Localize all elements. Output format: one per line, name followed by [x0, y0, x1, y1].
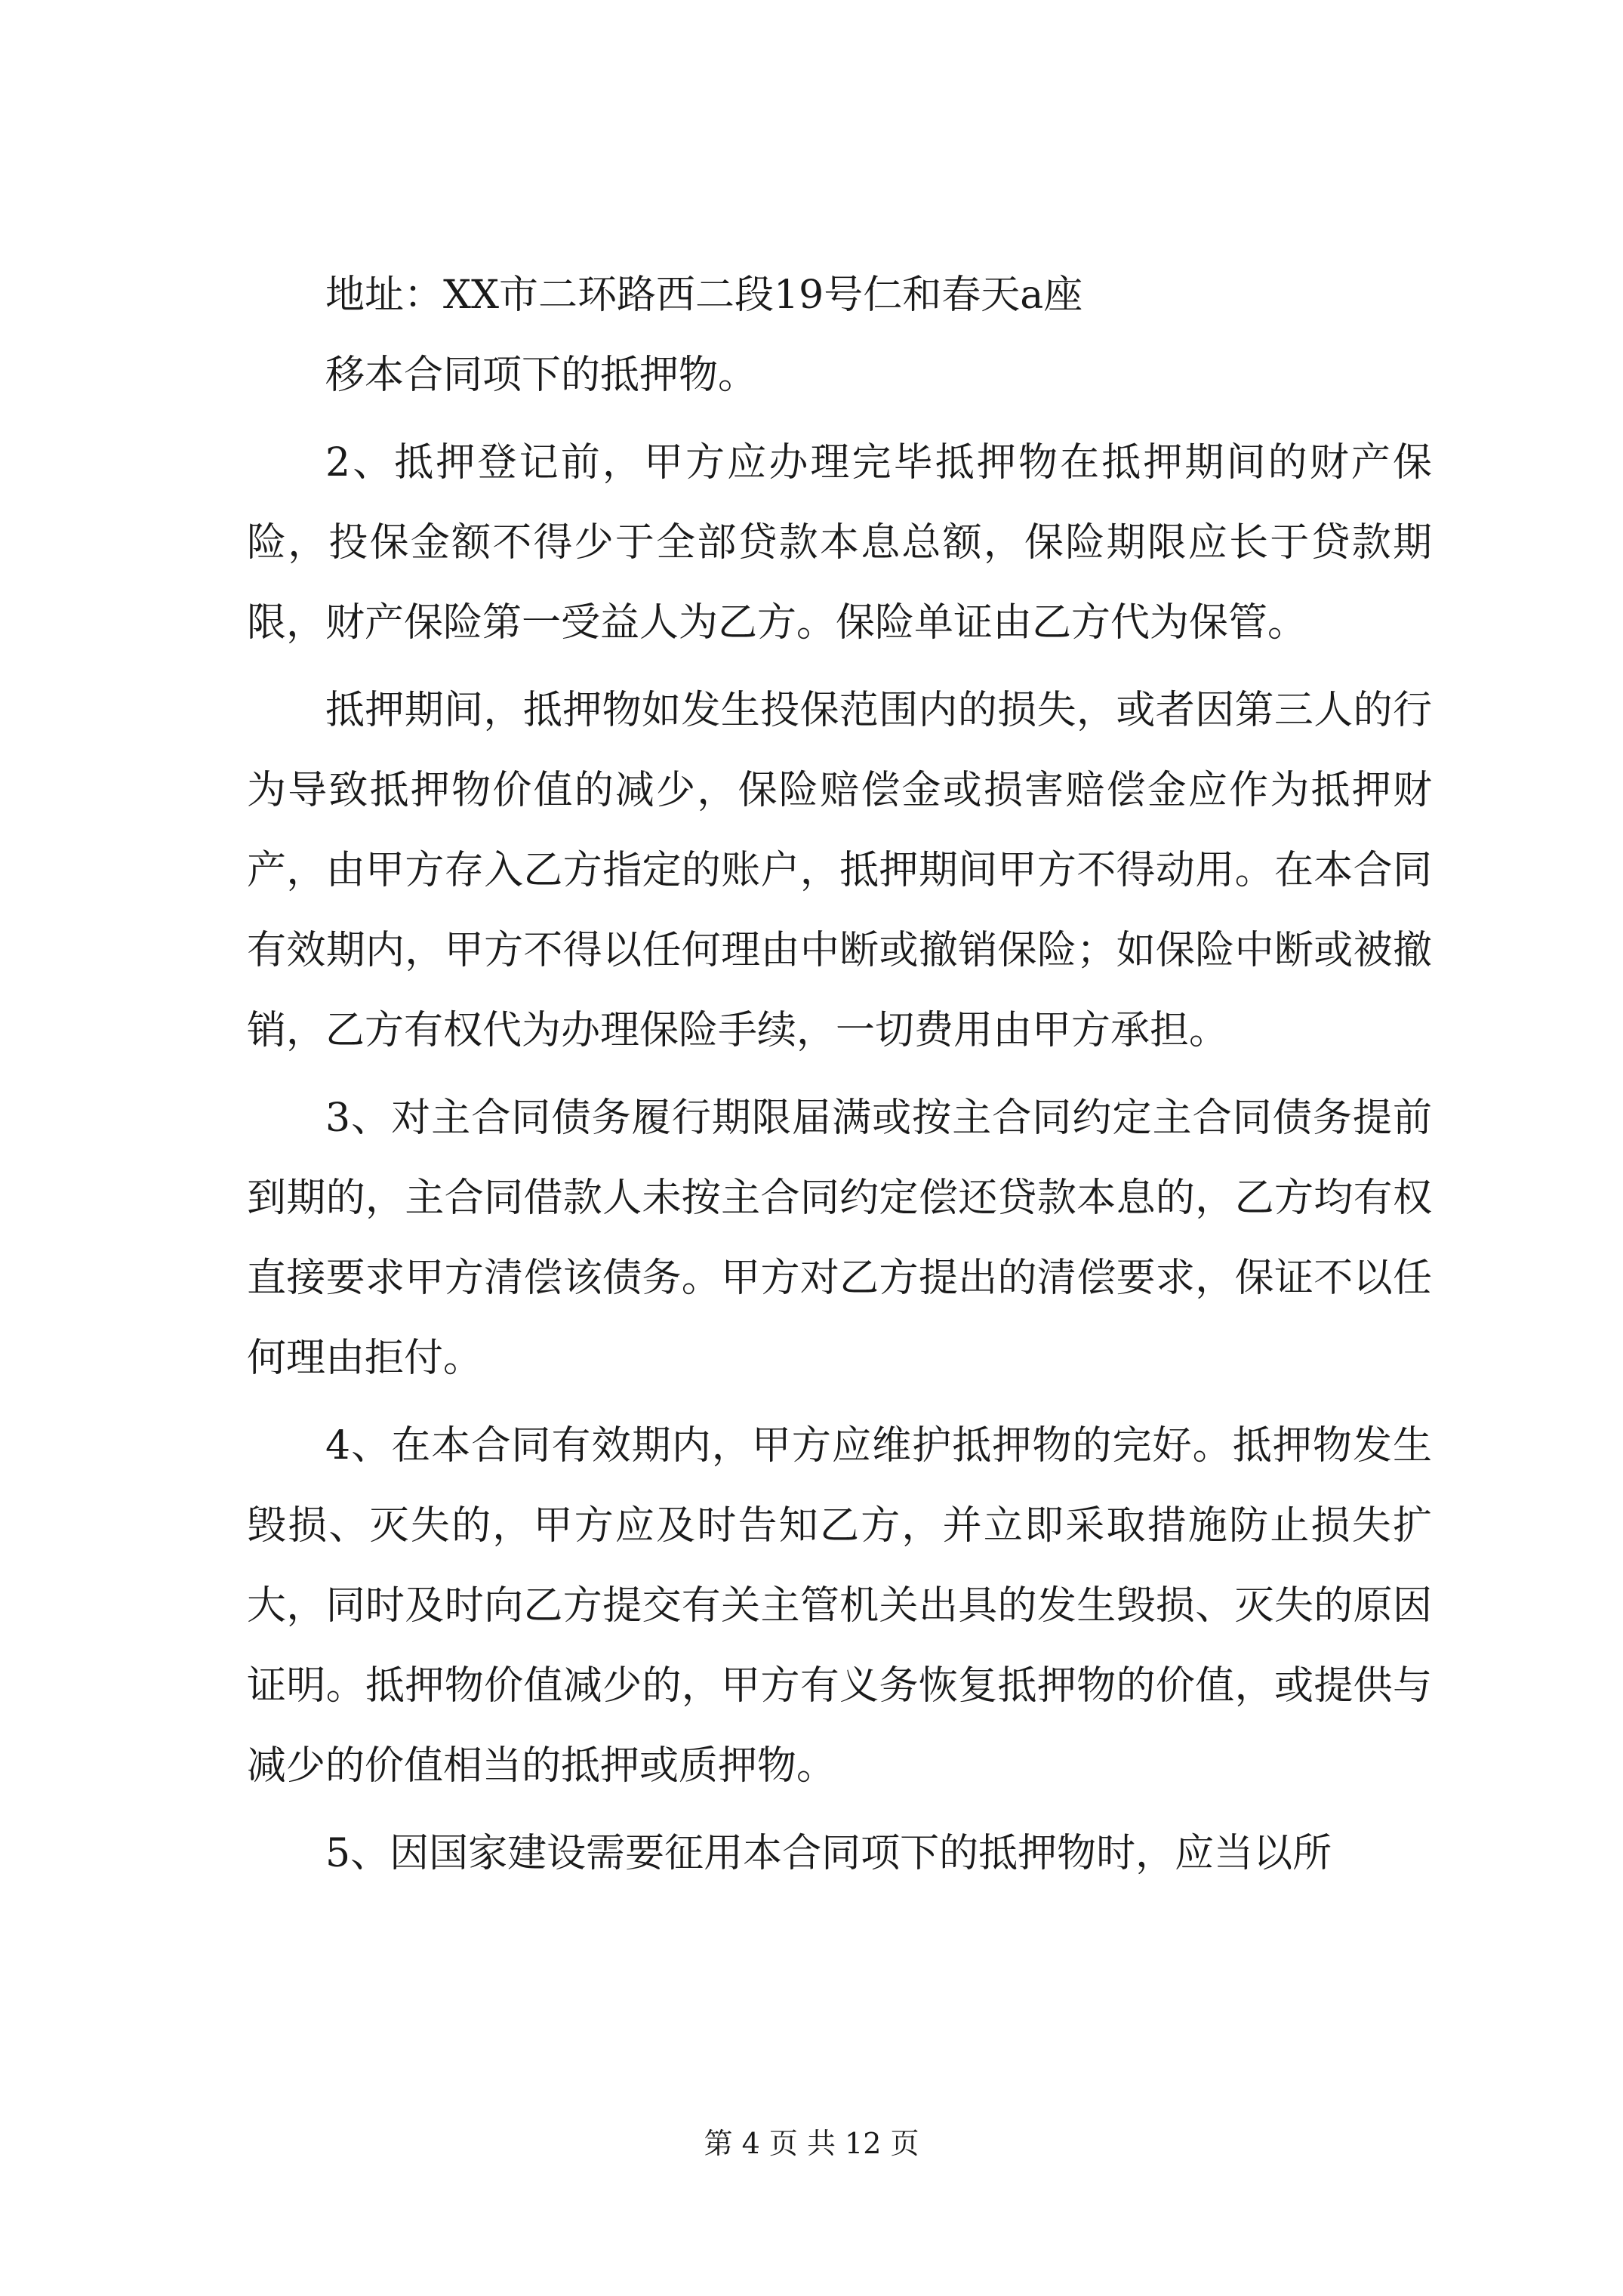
clause-5-expropriation: 5、因国家建设需要征用本合同项下的抵押物时，应当以所	[325, 1831, 1332, 1876]
clause-3-repayment: 3、对主合同债务履行期限届满或按主合同约定主合同债务提前到期的，主合同借款人未按主合同约定偿还贷款本息的，乙方均有权直接要求甲方清偿该债务。甲方对乙方提出的清偿要求，保证不以任何理由拒付。	[247, 1096, 1432, 1381]
address-line: 地址：XX市二环路西二段19号仁和春天a座	[325, 273, 1083, 318]
clause-4-maintenance: 4、在本合同有效期内，甲方应维护抵押物的完好。抵押物发生毁损、灭失的，甲方应及时告知乙方，并立即采取措施防止损失扩大，同时及时向乙方提交有关主管机关出具的发生毁损、灭失的原因证明。抵押物价值减少的，甲方有义务恢复抵押物的价值，或提供与减少的价值相当的抵押或质押物。	[247, 1423, 1432, 1789]
paragraph-continuation: 移本合同项下的抵押物。	[325, 353, 758, 398]
page-number-footer: 第 4 页 共 12 页	[704, 2127, 919, 2160]
clause-2-insurance: 2、抵押登记前，甲方应办理完毕抵押物在抵押期间的财产保险，投保金额不得少于全部贷款本息总额，保险期限应长于贷款期限，财产保险第一受益人为乙方。保险单证由乙方代为保管。	[247, 440, 1432, 646]
clause-2-loss-during-mortgage: 抵押期间，抵押物如发生投保范围内的损失，或者因第三人的行为导致抵押物价值的减少，保险赔偿金或损害赔偿金应作为抵押财产，由甲方存入乙方指定的账户，抵押期间甲方不得动用。在本合同有效期内，甲方不得以任何理由中断或撤销保险；如保险中断或被撤销，乙方有权代为办理保险手续，一切费用由甲方承担。	[247, 688, 1432, 1053]
document-body	[247, 255, 1432, 1894]
